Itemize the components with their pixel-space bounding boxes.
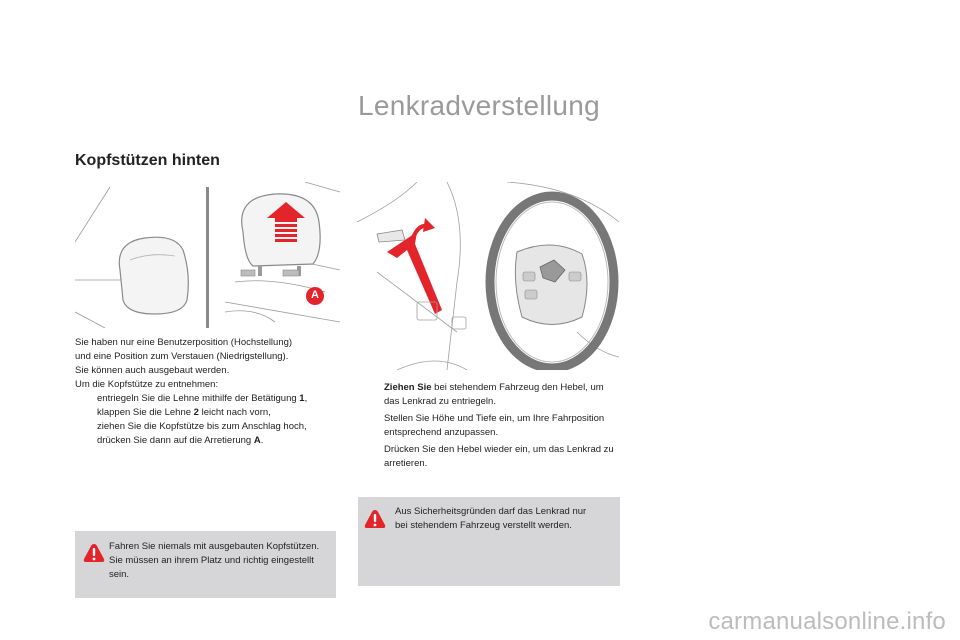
section-title: Kopfstützen hinten	[75, 152, 220, 169]
left-instructions	[75, 336, 340, 448]
step-text: Stellen Sie Höhe und Tiefe ein, um Ihre Fahrposition entsprechend anzupassen.	[384, 413, 605, 438]
step-text-end: ,	[304, 393, 308, 404]
list-item	[362, 381, 620, 409]
figure-label-a: A	[311, 289, 319, 301]
right-steps-list	[362, 381, 620, 471]
warning-text: Fahren Sie niemals mit ausgebauten Kopfstützen. Sie müssen an ihrem Platz und richtig eingestellt sein.	[109, 541, 320, 580]
headrest-drawing	[75, 182, 340, 328]
step-emphasis: Ziehen Sie	[384, 382, 432, 393]
step-ref: A	[253, 435, 261, 446]
list-item	[362, 443, 620, 471]
step-ref: 1	[299, 393, 305, 404]
right-instructions	[362, 381, 620, 471]
list-item	[362, 412, 620, 440]
left-steps-list	[75, 392, 340, 448]
steering-wheel-illustration	[357, 182, 619, 370]
intro-line: Sie können auch ausgebaut werden.	[75, 365, 230, 376]
intro-line: Sie haben nur eine Benutzerposition (Hochstellung)	[75, 337, 293, 348]
list-item	[75, 392, 340, 406]
step-text: klappen Sie die Lehne	[97, 407, 194, 418]
intro-line: und eine Position zum Verstauen (Niedrigstellung).	[75, 351, 289, 362]
step-text-end: leicht nach vorn,	[198, 407, 271, 418]
headrest-illustration	[75, 182, 340, 328]
step-text-end: .	[260, 435, 264, 446]
warning-text: Aus Sicherheitsgründen darf das Lenkrad nur bei stehendem Fahrzeug verstellt werden.	[395, 506, 587, 531]
step-ref: 2	[193, 407, 199, 418]
step-text: entriegeln Sie die Lehne mithilfe der Betätigung	[97, 393, 300, 404]
step-text: drücken Sie dann auf die Arretierung	[97, 435, 254, 446]
warning-box-headrest	[75, 531, 336, 598]
step-text: ziehen Sie die Kopfstütze bis zum Anschlag hoch,	[97, 421, 307, 432]
step-text: Drücken Sie den Hebel wieder ein, um das Lenkrad zu arretieren.	[384, 444, 614, 469]
step-text: bei stehendem Fahrzeug den Hebel, um das Lenkrad zu entriegeln.	[384, 382, 604, 407]
list-item	[75, 434, 340, 448]
warning-box-steering	[358, 497, 620, 586]
page-title: Lenkradverstellung	[358, 90, 600, 121]
warning-icon	[364, 509, 386, 529]
list-item	[75, 420, 340, 434]
intro-line: Um die Kopfstütze zu entnehmen:	[75, 379, 219, 390]
warning-icon	[83, 543, 105, 563]
watermark: carmanualsonline.info	[708, 608, 946, 635]
list-item	[75, 406, 340, 420]
steering-wheel-drawing	[357, 182, 619, 370]
